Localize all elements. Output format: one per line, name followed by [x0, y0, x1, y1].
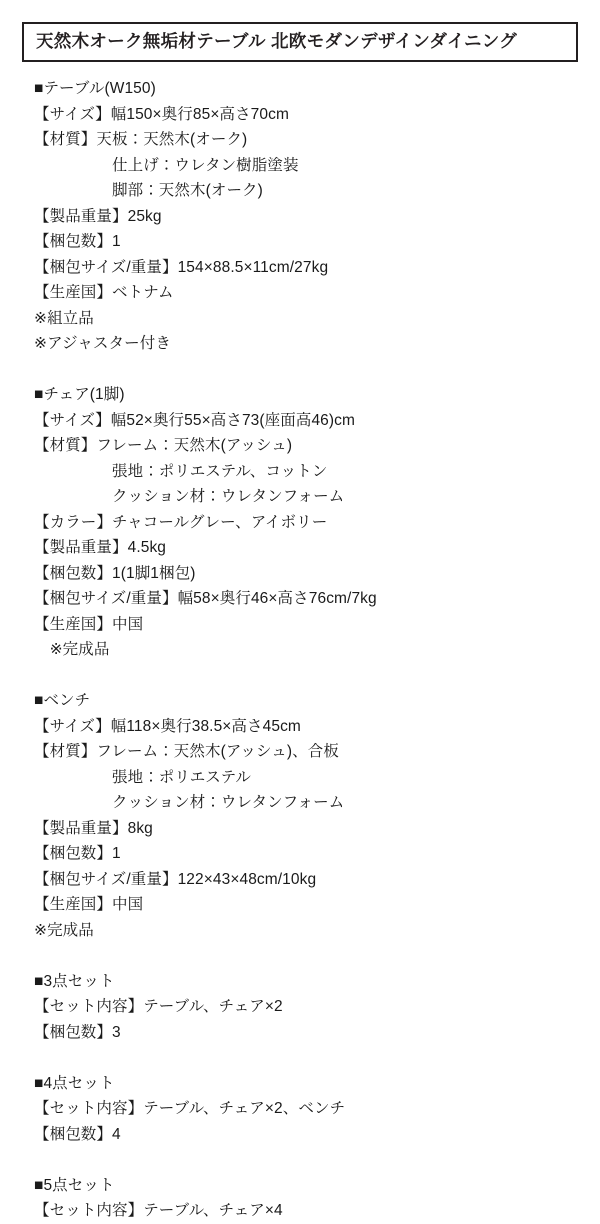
spec-line: 【製品重量】4.5kg — [34, 539, 167, 556]
spec-line: 【材質】フレーム：天然木(アッシュ) — [34, 437, 293, 454]
spec-line: 【製品重量】25kg — [34, 207, 162, 225]
spec-line: 【生産国】ベトナム — [34, 284, 174, 301]
spec-line: 【梱包サイズ/重量】154×88.5×11cm/27kg — [34, 258, 329, 276]
spec-line: ※アジャスター付き — [34, 335, 171, 352]
spec-line: 【セット内容】テーブル、チェア×2、ベンチ — [34, 1100, 346, 1117]
spec-line: 仕上げ：ウレタン樹脂塗装 — [34, 156, 299, 174]
spec-section-heading: ■4点セット — [34, 1074, 115, 1092]
spec-line: 【梱包数】3 — [34, 1023, 121, 1041]
spec-line: 【材質】フレーム：天然木(アッシュ)、合板 — [34, 743, 339, 760]
spec-line: クッション材：ウレタンフォーム — [34, 794, 345, 811]
spec-line: 【梱包数】1(1脚1梱包) — [34, 564, 196, 582]
spec-spacer — [34, 943, 578, 969]
spec-line: ※完成品 — [34, 641, 110, 658]
spec-line: 【カラー】チャコールグレー、アイボリー — [34, 513, 328, 531]
spec-spacer — [34, 1147, 578, 1173]
spec-line: 【材質】天板：天然木(オーク) — [34, 131, 248, 148]
spec-line: 【生産国】中国 — [34, 896, 144, 913]
spec-section-heading: ■3点セット — [34, 972, 115, 990]
spec-line: 【梱包数】1 — [34, 845, 121, 862]
spec-line: 【生産国】中国 — [34, 615, 144, 633]
spec-line: 張地：ポリエステル、コットン — [34, 462, 328, 480]
spec-line: 脚部：天然木(オーク) — [34, 182, 263, 199]
spec-line: 【サイズ】幅150×奥行85×高さ70cm — [34, 105, 289, 123]
spec-section-heading: ■ベンチ — [34, 692, 91, 709]
spec-line: 【梱包サイズ/重量】幅58×奥行46×高さ76cm/7kg — [34, 590, 377, 607]
page-title: 天然木オーク無垢材テーブル 北欧モダンデザインダイニング — [36, 31, 518, 52]
spec-line: 【サイズ】幅52×奥行55×高さ73(座面高46)cm — [34, 411, 356, 429]
spec-line: 【梱包サイズ/重量】122×43×48cm/10kg — [34, 870, 317, 888]
spec-line: 【製品重量】8kg — [34, 819, 153, 837]
spec-spacer — [34, 1045, 578, 1071]
spec-line: 【梱包数】1 — [34, 233, 121, 250]
spec-spacer — [34, 357, 578, 383]
spec-line: ※完成品 — [34, 921, 94, 939]
spec-section-heading: ■チェア(1脚) — [34, 386, 125, 403]
spec-line: 【セット内容】テーブル、チェア×4 — [34, 1202, 283, 1219]
spec-line: 【サイズ】幅118×奥行38.5×高さ45cm — [34, 717, 301, 735]
spec-line: 【セット内容】テーブル、チェア×2 — [34, 998, 283, 1015]
spec-list — [0, 76, 600, 1224]
spec-line: 張地：ポリエステル — [34, 768, 252, 786]
spec-line: 【梱包数】4 — [34, 1125, 121, 1143]
spec-section-heading: ■テーブル(W150) — [34, 80, 156, 97]
spec-line: クッション材：ウレタンフォーム — [34, 488, 345, 505]
spec-section-heading: ■5点セット — [34, 1176, 115, 1194]
product-title-box — [22, 22, 578, 62]
spec-spacer — [34, 663, 578, 689]
spec-line: ※組立品 — [34, 309, 94, 327]
